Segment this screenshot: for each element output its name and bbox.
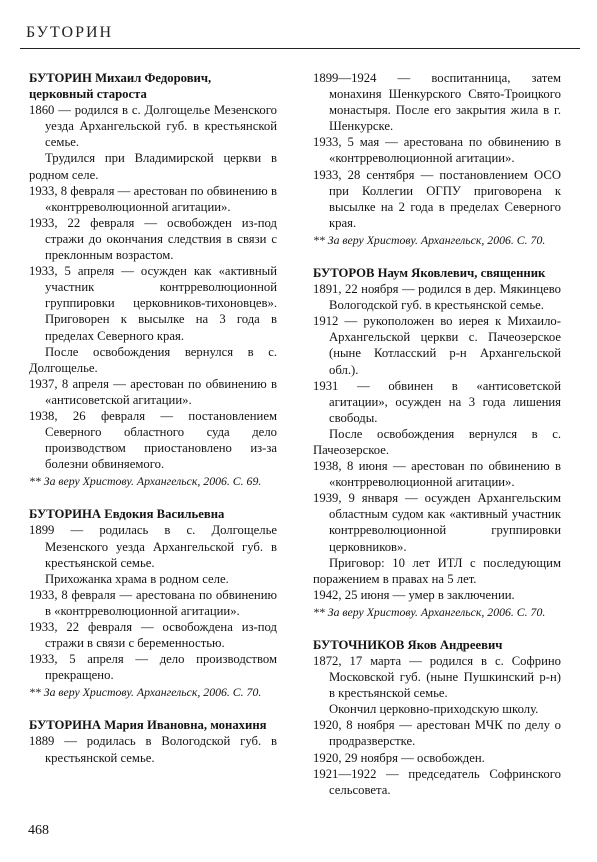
running-header <box>20 12 580 49</box>
left-column <box>29 70 277 766</box>
dated-event: 1899 — родилась в с. Долгощелье Мезенского уезда Архангельской губ. в крестьянской семье. <box>29 523 277 570</box>
dated-event: 1933, 22 февраля — освобождена из-под стражи в связи с беременностью. <box>29 620 277 651</box>
dated-event: 1872, 17 марта — родился в с. Софрино Московской губ. (ныне Пушкинский р-н) в крестьянской семье. <box>313 654 561 701</box>
bio-entry <box>313 637 561 798</box>
source-note: ** За веру Христову. Архангельск, 2006. С. 69. <box>29 474 262 489</box>
bio-entry <box>29 717 277 765</box>
entry-text: После освобождения вернулся в с. Пачеозерское. <box>313 426 561 457</box>
entry-text: Окончил церковно-приходскую школу. <box>329 702 539 717</box>
dated-event: 1938, 8 июня — арестован по обвинению в «контрреволюционной агитации». <box>313 459 561 490</box>
dated-event: 1938, 26 февраля — постановлением Северного областного суда дело производством приостановлено из-за болезни обвиняемого. <box>29 408 277 472</box>
dated-event: 1921—1922 — председатель Софринского сельсовета. <box>313 766 561 797</box>
dated-event: 1933, 5 апреля — осужден как «активный участник контрреволюционной группировки церковников-тихоновцев». Приговорен к высылке на 3 года в пределах Северного края. <box>29 264 277 343</box>
source-note: ** За веру Христову. Архангельск, 2006. С. 70. <box>313 232 546 247</box>
dated-event: 1933, 5 мая — арестована по обвинению в «контрреволюционной агитации». <box>313 135 561 166</box>
dated-event: 1912 — рукоположен во иерея к Михаило-Архангельской церкви с. Пачеозерское (ныне Котласский р-н Архангельской обл.). <box>313 314 561 377</box>
entry-text: Трудился при Владимирской церкви в родном селе. <box>29 151 277 182</box>
dated-event: 1860 — родился в с. Долгощелье Мезенского уезда Архангельской губ. в крестьянской семье. <box>29 103 277 150</box>
bio-entry <box>29 70 277 489</box>
dated-event: 1931 — обвинен в «антисоветской агитации», осужден на 3 года лишения свободы. <box>313 378 561 425</box>
dated-event: 1933, 5 апреля — дело производством прекращено. <box>29 652 277 683</box>
dated-event: 1937, 8 апреля — арестован по обвинению в «антисоветской агитации». <box>29 376 277 407</box>
dated-event: 1899—1924 — воспитанница, затем монахиня Шенкурского Свято-Троицкого монастыря. После его закрытия жила в г. Шенкурске. <box>313 71 561 134</box>
entry-title: БУТОРИН Михаил Федорович, церковный староста <box>29 71 212 102</box>
source-note: ** За веру Христову. Архангельск, 2006. С. 70. <box>29 685 262 700</box>
running-header-title: БУТОРИН <box>26 24 114 41</box>
bio-entry <box>29 506 277 700</box>
entry-text: После освобождения вернулся в с. Долгощелье. <box>29 344 277 375</box>
dated-event: 1933, 8 февраля — арестована по обвинению в «контрреволюционной агитации». <box>29 587 277 618</box>
dated-event: 1920, 29 ноября — освобожден. <box>313 750 485 765</box>
entry-title: БУТОРИНА Мария Ивановна, монахиня <box>29 718 267 733</box>
entry-title: БУТОРИНА Евдокия Васильевна <box>29 507 225 522</box>
entry-text: Приговор: 10 лет ИТЛ с последующим поражением в правах на 5 лет. <box>313 555 561 586</box>
right-column <box>313 70 561 798</box>
entry-text: Прихожанка храма в родном селе. <box>45 571 229 586</box>
dated-event: 1933, 8 февраля — арестован по обвинению в «контрреволюционной агитации». <box>29 183 277 214</box>
dated-event: 1942, 25 июня — умер в заключении. <box>313 587 515 602</box>
dated-event: 1939, 9 января — осужден Архангельским областным судом как «активный участник контрреволюционной группировки церковников». <box>313 491 561 554</box>
dated-event: 1933, 22 февраля — освобожден из-под стражи до окончания следствия в связи с преклонным возрастом. <box>29 215 277 263</box>
dated-event: 1891, 22 ноября — родился в дер. Мякинцево Вологодской губ. в крестьянской семье. <box>313 282 561 313</box>
source-note: ** За веру Христову. Архангельск, 2006. С. 70. <box>313 604 546 619</box>
entry-title: БУТОРОВ Наум Яковлевич, священник <box>313 265 546 280</box>
dated-event: 1920, 8 ноября — арестован МЧК по делу о продразверстке. <box>313 718 561 749</box>
page-number: 468 <box>28 823 49 838</box>
dated-event: 1889 — родилась в Вологодской губ. в крестьянской семье. <box>29 734 277 765</box>
dated-event: 1933, 28 сентября — постановлением ОСО при Коллегии ОГПУ приговорена к высылке на 2 года в пределах Северного края. <box>313 167 561 230</box>
entry-title: БУТОЧНИКОВ Яков Андреевич <box>313 637 503 652</box>
bio-entry <box>313 70 561 248</box>
bio-entry <box>313 265 561 620</box>
